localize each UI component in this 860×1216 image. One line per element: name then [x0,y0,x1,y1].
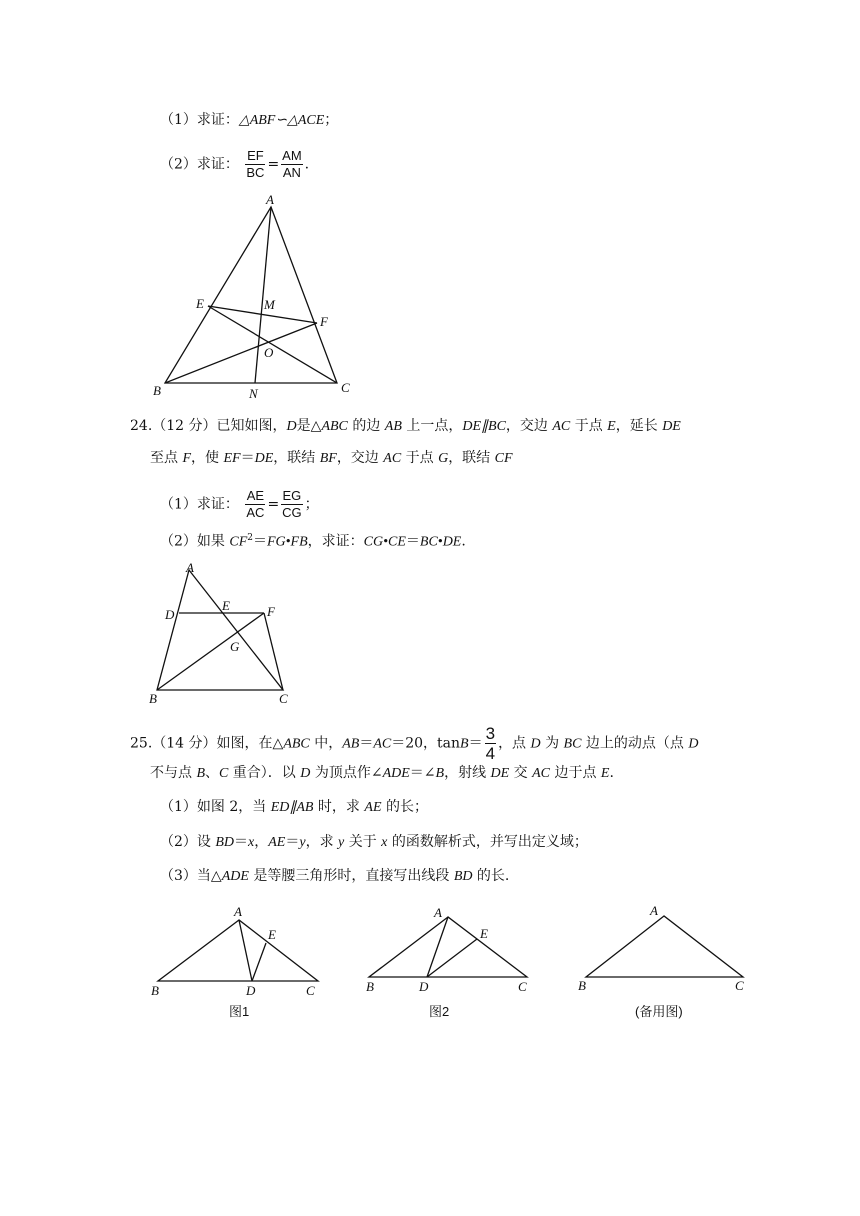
q25-fig3-label-c: C [735,978,744,993]
q23-label-n: N [249,386,258,401]
fraction-ef-bc: $\frac{EF}{BC}$ [246,148,265,180]
q23-label-c: C [341,380,350,395]
q25-fig1-label-b: B [151,983,159,998]
q25-fig2-segment-de [427,939,477,977]
q25-fig1-label-e: E [268,927,276,942]
q25-fig1-triangle [158,920,318,981]
q25-score: （14 分） [152,735,217,752]
q24-label-g: G [230,639,240,654]
q24-label-e: E [222,598,230,613]
q23-label-a: A [266,192,274,207]
q25-fig2-triangle [369,917,527,977]
q25-stem-line2: 不与点 B、C 重合）．以 D 为顶点作∠ADE＝∠B，射线 DE 交 AC 边于点 E. [150,765,614,781]
q25-fig2-label-a: A [434,905,442,920]
q25-fig2-label-d: D [419,979,429,994]
q25-part3: （3）当△ADE 是等腰三角形时，直接写出线段 BD 的长. [160,868,510,884]
q24-part1: （1）求证： $\frac{AE}{AC}$ = $\frac{EG}{CG}$ ； [160,488,319,520]
q23-triangle-abc [165,207,337,383]
q24-stem-line2: 至点 F，使 EF＝DE，联结 BF，交边 AC 于点 G，联结 CF [150,450,513,466]
q23-label-f: F [320,314,328,329]
q25-fig3-label-b: B [578,978,586,993]
q24-number: 24. [130,418,153,434]
q25-fig1-caption: 图1 [229,1004,250,1019]
q25-fig2-segment-ad [427,917,448,977]
q23-label-o: O [264,345,274,360]
q24-label-f: F [267,604,275,619]
fraction-ae-ac: $\frac{AE}{AC}$ [246,488,265,520]
q25-fig1-label-d: D [246,983,256,998]
q24-label-b: B [149,691,157,706]
q24-stem-line1: 24.（12 分）已知如图，D是△ABC 的边 AB 上一点，DE∥BC，交边 AC 于点 E，延长 DE [130,418,681,434]
q25-fig2-caption: 图2 [429,1004,450,1019]
q24-label-c: C [279,691,288,706]
q23-part2: （2）求证： $\frac{EF}{BC}$ = $\frac{AM}{AN}$ . [160,148,310,180]
q23-segment-ef [208,306,317,323]
q25-fig3-label-a: A [650,903,658,918]
q25-fig1-label-c: C [306,983,315,998]
fraction-tan-b: $\frac{3}{4}$ [485,724,496,763]
q24-segment-bf [157,613,264,690]
q24-label-d: D [165,607,175,622]
q24-triangle-abc [157,570,283,690]
q25-part1: （1）如图 2，当 ED∥AB 时，求 AE 的长； [160,799,428,815]
q25-fig1-label-a: A [234,904,242,919]
q24-part2: （2）如果 $CF^2=FG•FB$，求证：CG•CE＝BC•DE. [160,533,466,550]
q25-stem-line1: 25.（14 分）如图，在△ABC 中，AB＝AC＝20，tanB＝ $\frac{3}{4}$ ，点 D 为 BC 边上的动点（点 D [130,724,699,763]
q24-label-a: A [186,560,194,575]
q25-fig2-label-b: B [366,979,374,994]
q25-fig3-triangle [586,916,743,977]
q25-fig3-caption: (备用图) [635,1004,683,1019]
q25-number: 25. [130,735,153,752]
q25-part2: （2）设 BD＝x，AE＝y，求 y 关于 x 的函数解析式，并写出定义域； [160,834,588,850]
q23-segment-bf [165,323,317,383]
q23-label-e: E [196,296,204,311]
q25-fig2-label-c: C [518,979,527,994]
q25-fig1-segment-de [252,943,266,981]
q23-part1: （1）求证：△ABF∽△ACE； [160,112,339,128]
q25-fig2-label-e: E [480,926,488,941]
q24-score: （12 分） [152,418,217,434]
fraction-eg-cg: $\frac{EG}{CG}$ [282,488,302,520]
q23-label-b: B [153,383,161,398]
fraction-am-an: $\frac{AM}{AN}$ [282,148,302,180]
q23-label-m: M [264,297,275,312]
